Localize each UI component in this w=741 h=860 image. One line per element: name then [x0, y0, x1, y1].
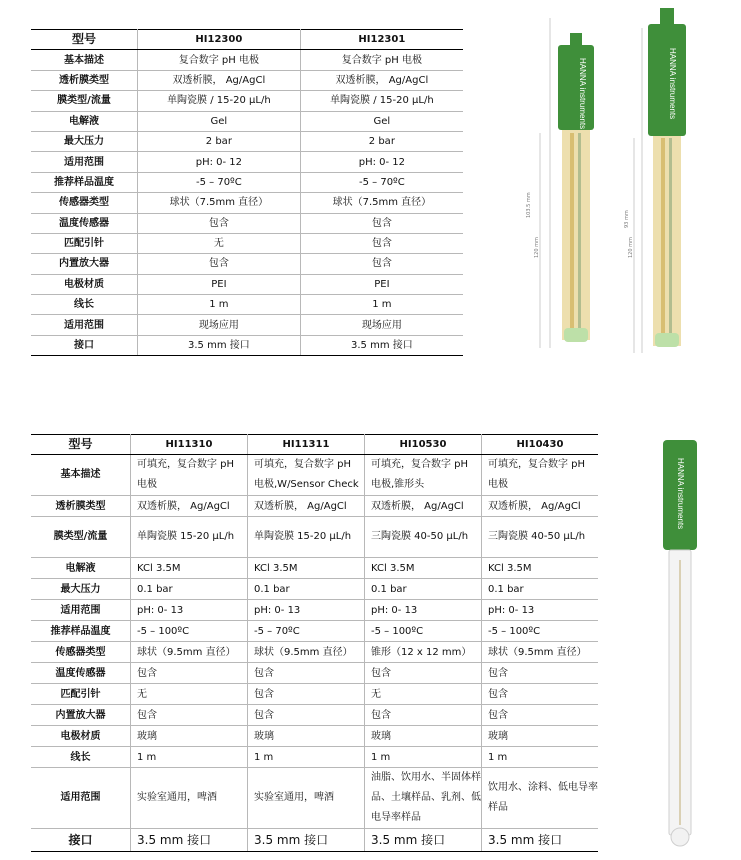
cell-value: 玻璃 — [248, 726, 365, 747]
cell-value: 包含 — [131, 705, 248, 726]
cell-value: 3.5 mm 接口 — [482, 829, 599, 852]
cell-value: -5 – 70ºC — [138, 172, 301, 192]
cell-value: 包含 — [482, 684, 599, 705]
row-label: 最大压力 — [31, 131, 138, 151]
probe-image-hi12300-hi12301 — [520, 8, 725, 378]
cell-value: 双透析膜， Ag/AgCl — [131, 496, 248, 517]
cell-value: 2 bar — [300, 131, 463, 151]
table-row — [31, 274, 463, 294]
cell-value: 包含 — [248, 705, 365, 726]
cell-value: 三陶瓷膜 40-50 μL/h — [365, 517, 482, 558]
row-label: 适用范围 — [31, 768, 131, 829]
table-header-row — [31, 435, 598, 455]
cell-value: -5 – 100ºC — [365, 621, 482, 642]
row-label: 最大压力 — [31, 579, 131, 600]
cell-value: 三陶瓷膜 40-50 μL/h — [482, 517, 599, 558]
table-row — [31, 705, 598, 726]
cell-value: 包含 — [300, 254, 463, 274]
row-label: 透析膜类型 — [31, 496, 131, 517]
table-row — [31, 254, 463, 274]
cell-value: 包含 — [365, 705, 482, 726]
row-label: 温度传感器 — [31, 663, 131, 684]
table-row — [31, 455, 598, 496]
table-row — [31, 335, 463, 355]
header-label: 型号 — [31, 435, 131, 455]
table-row — [31, 517, 598, 558]
header-model: HI11311 — [248, 435, 365, 455]
row-label: 适用范围 — [31, 600, 131, 621]
cell-value: 饮用水、涂料、低电导率样品 — [482, 768, 599, 829]
brand-logo-left: HANNA instruments — [578, 58, 587, 130]
cell-value: 无 — [365, 684, 482, 705]
cell-value: 球状（7.5mm 直径） — [300, 193, 463, 213]
cell-value: 可填充，复合数字 pH 电极 — [131, 455, 248, 496]
cell-value: 包含 — [300, 233, 463, 253]
probe-right — [624, 8, 686, 353]
table-row — [31, 213, 463, 233]
cell-value: 球状（9.5mm 直径） — [248, 642, 365, 663]
row-label: 接口 — [31, 335, 138, 355]
table-row — [31, 829, 598, 852]
table-row — [31, 315, 463, 335]
table-row — [31, 295, 463, 315]
cell-value: Gel — [300, 111, 463, 131]
cell-value: 包含 — [138, 254, 301, 274]
header-model: HI12301 — [300, 30, 463, 50]
cell-value: 双透析膜， Ag/AgCl — [138, 70, 301, 90]
cell-value: 玻璃 — [365, 726, 482, 747]
cell-value: KCl 3.5M — [248, 558, 365, 579]
cell-value: 现场应用 — [138, 315, 301, 335]
cell-value: 0.1 bar — [365, 579, 482, 600]
row-label: 内置放大器 — [31, 705, 131, 726]
cell-value: 3.5 mm 接口 — [248, 829, 365, 852]
row-label: 传感器类型 — [31, 642, 131, 663]
table-row — [31, 233, 463, 253]
cell-value: 1 m — [300, 295, 463, 315]
brand-logo-3: HANNA instruments — [676, 458, 685, 530]
cell-value: 无 — [138, 233, 301, 253]
cell-value: 复合数字 pH 电极 — [300, 50, 463, 70]
row-label: 电解液 — [31, 111, 138, 131]
probe-image-hi10430 — [645, 440, 715, 850]
cell-value: 玻璃 — [482, 726, 599, 747]
table-row — [31, 579, 598, 600]
cell-value: 3.5 mm 接口 — [365, 829, 482, 852]
cell-value: 包含 — [248, 684, 365, 705]
row-label: 接口 — [31, 829, 131, 852]
cell-value: 实验室通用，啤酒 — [248, 768, 365, 829]
cell-value: 现场应用 — [300, 315, 463, 335]
header-model: HI10530 — [365, 435, 482, 455]
cell-value: 可填充，复合数字 pH 电极,锥形头 — [365, 455, 482, 496]
row-label: 适用范围 — [31, 152, 138, 172]
table-row — [31, 663, 598, 684]
row-label: 膜类型/流量 — [31, 517, 131, 558]
header-model: HI12300 — [138, 30, 301, 50]
row-label: 基本描述 — [31, 50, 138, 70]
cell-value: pH: 0- 13 — [131, 600, 248, 621]
cell-value: 1 m — [365, 747, 482, 768]
table-header-row — [31, 30, 463, 50]
row-label: 推荐样品温度 — [31, 621, 131, 642]
cell-value: 0.1 bar — [248, 579, 365, 600]
cell-value: 可填充，复合数字 pH 电极 — [482, 455, 599, 496]
cell-value: 油脂、饮用水、半固体样品、土壤样品、乳剂、低电导率样品 — [365, 768, 482, 829]
cell-value: 单陶瓷膜 15-20 μL/h — [131, 517, 248, 558]
cell-value: 双透析膜， Ag/AgCl — [482, 496, 599, 517]
row-label: 温度传感器 — [31, 213, 138, 233]
row-label: 电极材质 — [31, 726, 131, 747]
cell-value: -5 – 100ºC — [482, 621, 599, 642]
cell-value: 包含 — [248, 663, 365, 684]
cell-value: 1 m — [248, 747, 365, 768]
cell-value: pH: 0- 13 — [482, 600, 599, 621]
table-row — [31, 131, 463, 151]
table-row — [31, 496, 598, 517]
cell-value: 包含 — [300, 213, 463, 233]
table-row — [31, 600, 598, 621]
cell-value: 球状（9.5mm 直径） — [482, 642, 599, 663]
row-label: 电极材质 — [31, 274, 138, 294]
cell-value: 单陶瓷膜 / 15-20 μL/h — [300, 91, 463, 111]
cell-value: 锥形（12 x 12 mm） — [365, 642, 482, 663]
spec-table-hi12300 — [31, 29, 463, 356]
cell-value: KCl 3.5M — [365, 558, 482, 579]
table-row — [31, 91, 463, 111]
table-row — [31, 621, 598, 642]
cell-value: -5 – 70ºC — [300, 172, 463, 192]
dim-label-3: 93 mm — [624, 210, 630, 228]
row-label: 基本描述 — [31, 455, 131, 496]
row-label: 匹配引针 — [31, 233, 138, 253]
header-label: 型号 — [31, 30, 138, 50]
table-row — [31, 193, 463, 213]
dim-label-1: 103.5 mm — [526, 192, 532, 218]
row-label: 电解液 — [31, 558, 131, 579]
cell-value: pH: 0- 13 — [365, 600, 482, 621]
row-label: 内置放大器 — [31, 254, 138, 274]
cell-value: 可填充，复合数字 pH 电极,W/Sensor Check — [248, 455, 365, 496]
row-label: 传感器类型 — [31, 193, 138, 213]
header-model: HI11310 — [131, 435, 248, 455]
table-row — [31, 558, 598, 579]
cell-value: PEI — [300, 274, 463, 294]
table-row — [31, 768, 598, 829]
cell-value: 单陶瓷膜 / 15-20 μL/h — [138, 91, 301, 111]
cell-value: 球状（7.5mm 直径） — [138, 193, 301, 213]
cell-value: 无 — [131, 684, 248, 705]
cell-value: 包含 — [365, 663, 482, 684]
cell-value: 3.5 mm 接口 — [131, 829, 248, 852]
cell-value: pH: 0- 13 — [248, 600, 365, 621]
cell-value: -5 – 70ºC — [248, 621, 365, 642]
header-model: HI10430 — [482, 435, 599, 455]
cell-value: 2 bar — [138, 131, 301, 151]
cell-value: PEI — [138, 274, 301, 294]
cell-value: Gel — [138, 111, 301, 131]
table-row — [31, 152, 463, 172]
table-row — [31, 50, 463, 70]
table-row — [31, 726, 598, 747]
row-label: 匹配引针 — [31, 684, 131, 705]
cell-value: 包含 — [131, 663, 248, 684]
row-label: 透析膜类型 — [31, 70, 138, 90]
cell-value: 1 m — [131, 747, 248, 768]
cell-value: 包含 — [482, 663, 599, 684]
row-label: 线长 — [31, 295, 138, 315]
cell-value: pH: 0- 12 — [138, 152, 301, 172]
dim-label-2: 120 mm — [534, 237, 540, 258]
row-label: 线长 — [31, 747, 131, 768]
cell-value: 双透析膜， Ag/AgCl — [300, 70, 463, 90]
spec-table-hi11310 — [31, 434, 598, 852]
cell-value: 0.1 bar — [131, 579, 248, 600]
row-label: 适用范围 — [31, 315, 138, 335]
cell-value: 3.5 mm 接口 — [300, 335, 463, 355]
cell-value: KCl 3.5M — [482, 558, 599, 579]
cell-value: -5 – 100ºC — [131, 621, 248, 642]
cell-value: 实验室通用，啤酒 — [131, 768, 248, 829]
cell-value: 球状（9.5mm 直径） — [131, 642, 248, 663]
table-row — [31, 70, 463, 90]
table-row — [31, 111, 463, 131]
table-row — [31, 172, 463, 192]
dim-label-4: 120 mm — [628, 237, 634, 258]
cell-value: 双透析膜， Ag/AgCl — [365, 496, 482, 517]
cell-value: 双透析膜， Ag/AgCl — [248, 496, 365, 517]
table-row — [31, 642, 598, 663]
cell-value: KCl 3.5M — [131, 558, 248, 579]
cell-value: 1 m — [482, 747, 599, 768]
cell-value: 1 m — [138, 295, 301, 315]
cell-value: 3.5 mm 接口 — [138, 335, 301, 355]
cell-value: pH: 0- 12 — [300, 152, 463, 172]
cell-value: 单陶瓷膜 15-20 μL/h — [248, 517, 365, 558]
cell-value: 包含 — [482, 705, 599, 726]
cell-value: 0.1 bar — [482, 579, 599, 600]
cell-value: 玻璃 — [131, 726, 248, 747]
row-label: 膜类型/流量 — [31, 91, 138, 111]
row-label: 推荐样品温度 — [31, 172, 138, 192]
probe-left — [526, 18, 594, 348]
cell-value: 复合数字 pH 电极 — [138, 50, 301, 70]
table-row — [31, 747, 598, 768]
cell-value: 包含 — [138, 213, 301, 233]
brand-logo-right: HANNA instruments — [668, 48, 677, 120]
table-row — [31, 684, 598, 705]
